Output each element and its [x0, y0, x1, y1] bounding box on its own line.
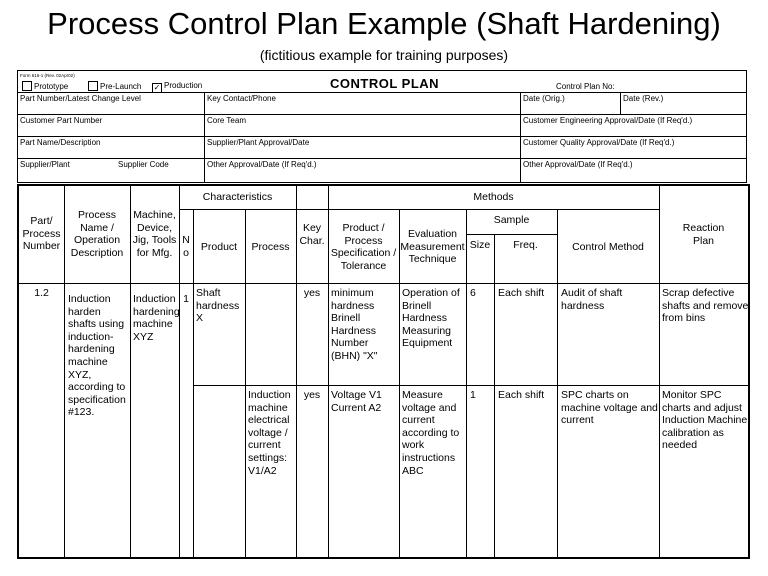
customer-quality-label: Customer Quality Approval/Date (If Req'd.) [523, 138, 675, 147]
row2-process: Induction machine electrical voltage / current settings: V1/A2 [248, 389, 291, 477]
supplier-code-label: Supplier Code [118, 160, 169, 169]
key-char-header: Key Char. [299, 222, 325, 247]
machine-header: Machine, Device, Jig, Tools for Mfg. [132, 209, 177, 259]
form-number: Form 616-1 (Rev. 02Apr02) [20, 73, 75, 78]
part-number-label: Part Number/Latest Change Level [20, 94, 141, 103]
row1-sample-freq: Each shift [498, 287, 545, 299]
page-subtitle: (fictitious example for training purposes) [259, 47, 509, 63]
production-label: Production [164, 81, 203, 90]
customer-engineering-label: Customer Engineering Approval/Date (If Req'd.) [523, 116, 693, 125]
prelaunch-label: Pre-Launch [100, 82, 142, 91]
prototype-option[interactable] [22, 81, 68, 92]
process-header: Process [251, 241, 290, 253]
sample-freq-header: Freq. [513, 239, 538, 251]
row2-reaction-plan: Monitor SPC charts and adjust Induction Machine calibration as needed [662, 389, 748, 452]
part-process-number-header: Part/ Process Number [22, 215, 61, 253]
production-option[interactable] [152, 81, 202, 93]
date-rev-label: Date (Rev.) [623, 94, 664, 103]
prelaunch-checkbox[interactable] [88, 81, 98, 91]
row2-evaluation: Measure voltage and current according to work instructions ABC [402, 389, 460, 477]
row2-control-method: SPC charts on machine voltage and current [561, 389, 658, 427]
process-name-header: Process Name / Operation Description [70, 209, 124, 259]
other-approval-label-2: Other Approval/Date (If Req'd.) [523, 160, 633, 169]
row2-sample-freq: Each shift [498, 389, 545, 401]
reaction-plan-header: Reaction Plan [682, 222, 725, 247]
production-checkbox[interactable]: ✓ [153, 83, 161, 92]
row1-specification: minimum hardness Brinell Hardness Number (BHN) "X" [331, 287, 378, 362]
other-approval-label: Other Approval/Date (If Req'd.) [207, 160, 317, 169]
row1-product: Shaft hardness X [196, 287, 240, 325]
row1-process-name: Induction harden shafts using induction- hardening machine XYZ, according to specification #123. [68, 293, 126, 419]
characteristics-header: Characteristics [202, 191, 273, 203]
control-plan-table [17, 184, 750, 559]
supplier-plant-approval-label: Supplier/Plant Approval/Date [207, 138, 310, 147]
date-orig-label: Date (Orig.) [523, 94, 565, 103]
row1-key-char: yes [303, 287, 321, 299]
prototype-checkbox[interactable] [22, 81, 32, 91]
control-plan-header [17, 70, 747, 183]
customer-part-number-label: Customer Part Number [20, 116, 103, 125]
row2-sample-size: 1 [470, 389, 476, 401]
control-plan-no-label: Control Plan No: [556, 82, 615, 91]
specification-header: Product / Process Specification / Tolerance [330, 222, 397, 272]
row1-number: 1 [183, 293, 189, 305]
control-plan-heading: CONTROL PLAN [330, 76, 440, 91]
page-title: Process Control Plan Example (Shaft Hardening) [47, 6, 721, 41]
core-team-label: Core Team [207, 116, 246, 125]
sample-size-header: Size [469, 239, 491, 251]
sample-header: Sample [493, 214, 530, 226]
prototype-label: Prototype [34, 82, 69, 91]
methods-header: Methods [473, 191, 514, 203]
row1-control-method: Audit of shaft hardness [561, 287, 623, 312]
row1-sample-size: 6 [470, 287, 476, 299]
row2-specification: Voltage V1 Current A2 [331, 389, 382, 414]
number-header: N o [182, 234, 190, 259]
row2-key-char: yes [303, 389, 321, 401]
row1-reaction-plan: Scrap defective shafts and remove from bins [662, 287, 749, 325]
key-contact-label: Key Contact/Phone [207, 94, 276, 103]
row1-evaluation: Operation of Brinell Hardness Measuring Equipment [402, 287, 460, 350]
row1-machine: Induction hardening machine XYZ [133, 293, 180, 343]
part-name-label: Part Name/Description [20, 138, 101, 147]
prelaunch-option[interactable] [88, 81, 141, 92]
supplier-plant-label: Supplier/Plant [20, 160, 70, 169]
row1-part-number: 1.2 [34, 287, 49, 299]
product-header: Product [200, 241, 238, 253]
control-method-header: Control Method [572, 241, 644, 253]
evaluation-header: Evaluation Measurement Technique [400, 228, 465, 266]
